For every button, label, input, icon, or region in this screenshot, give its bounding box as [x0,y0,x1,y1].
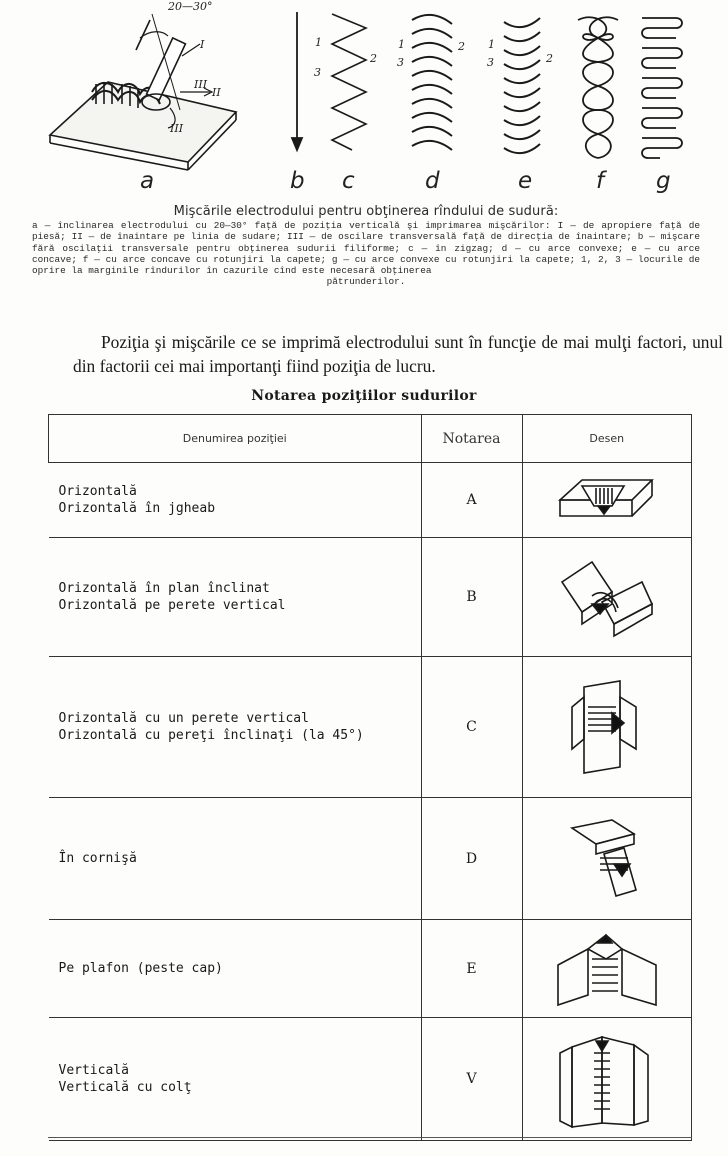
roman-iii-label-top: III [194,78,208,91]
position-name-line1: Orizontală [58,484,137,499]
panel-g-drawing [642,18,682,158]
figure-label-e: e [518,168,533,194]
position-name-line2: Orizontală în jgheab [58,501,216,516]
table-row [49,920,692,1018]
header-code: Notarea [421,415,522,463]
position-code: B [421,538,522,657]
vertical-drawing [552,1027,662,1131]
position-name-line2: Orizontală cu pereţi înclinaţi (la 45°) [58,728,364,743]
position-name-line2: Verticală cu colţ [58,1080,192,1095]
position-code: E [421,920,522,1018]
position-code: V [421,1018,522,1141]
position-name-line1: Orizontală în plan înclinat [58,581,270,596]
cornice-drawing [552,814,662,904]
position-drawing-cell [522,463,692,538]
table-row [49,798,692,920]
position-name-line1: Orizontală cu un perete vertical [58,711,309,726]
table-header-row [49,415,692,463]
figure-caption [32,204,700,288]
e-num-3: 3 [487,56,494,69]
position-name-cell [49,657,422,798]
caption-body: a — înclinarea electrodului cu 20—30° faţă de poziţia verticală şi imprimarea mişcărilor: I — de apropiere faţă de piesă; II — de înaintare pe linia de sudare; III — de oscilare transversală faţă de direcţia de înaintare; b — mişcare fără oscilaţii transversale pentru obţinerea sudurii filiforme; c — în zigzag; d — cu arce convexe; e — cu arce concave; f — cu arce concave cu rotunjiri la capete; g — cu arce convexe cu rotunjiri la capete; 1, 2, 3 — locurile de oprire la marginile rîndurilor în cazurile cînd este necesară obţinerea [32,220,700,277]
figure-drawing [0,0,728,205]
position-drawing-cell [522,538,692,657]
panel-d-drawing [412,15,452,150]
position-name-cell [49,798,422,920]
table-row [49,1018,692,1141]
bottom-rule [48,1137,692,1138]
table-title: Notarea poziţiilor sudurilor [251,388,477,404]
position-name-cell [49,920,422,1018]
caption-last-line: pătrunderilor. [326,276,406,288]
roman-ii-label: II [212,86,221,99]
d-num-1: 1 [398,38,405,51]
position-name-line1: În cornişă [58,851,137,866]
header-drawing: Desen [522,415,692,463]
horizontal-groove-drawing [552,472,662,528]
position-code: C [421,657,522,798]
roman-i-label: I [200,38,205,51]
table-row [49,463,692,538]
position-drawing-cell [522,657,692,798]
position-drawing-cell [522,1018,692,1141]
header-name: Denumirea poziţiei [49,415,422,463]
position-name-line1: Pe plafon (peste cap) [58,961,223,976]
electrode-motions-figure [0,0,728,205]
e-num-1: 1 [488,38,495,51]
panel-a-drawing [50,14,236,170]
position-drawing-cell [522,798,692,920]
d-num-3: 3 [397,56,404,69]
figure-label-c: c [342,168,355,194]
position-name-cell [49,538,422,657]
angle-label: 20—30° [168,0,213,13]
position-name-line2: Orizontală pe perete vertical [58,598,286,613]
caption-title: Mişcările electrodului pentru obţinerea rîndului de sudură: [173,204,559,219]
panel-c-drawing [332,14,366,150]
inclined-plane-drawing [552,552,662,642]
position-name-cell [49,1018,422,1141]
position-code: A [421,463,522,538]
vertical-wall-drawing [552,677,662,777]
panel-f-drawing [578,17,618,158]
figure-label-d: d [425,168,440,194]
c-num-1: 1 [315,36,322,49]
position-name-cell [49,463,422,538]
positions-table [48,414,692,1141]
overhead-drawing [552,929,662,1009]
figure-label-b: b [290,168,305,194]
panel-e-drawing [504,18,540,153]
position-name-line1: Verticală [58,1063,129,1078]
body-paragraph: Poziţia şi mişcările ce se imprimă electrodului sunt în funcţie de mai mulţi factori, unul din factorii cei mai importanţi fiind poziţia de lucru. [73,332,723,376]
c-num-2: 2 [370,52,377,65]
position-drawing-cell [522,920,692,1018]
position-code: D [421,798,522,920]
figure-label-g: g [656,168,671,194]
panel-b-drawing [292,12,302,150]
figure-label-f: f [596,168,605,194]
table-row [49,657,692,798]
c-num-3: 3 [314,66,321,79]
figure-label-a: a [140,168,155,194]
table-row [49,538,692,657]
d-num-2: 2 [458,40,465,53]
e-num-2: 2 [546,52,553,65]
roman-iii-label-bottom: III [170,122,184,135]
